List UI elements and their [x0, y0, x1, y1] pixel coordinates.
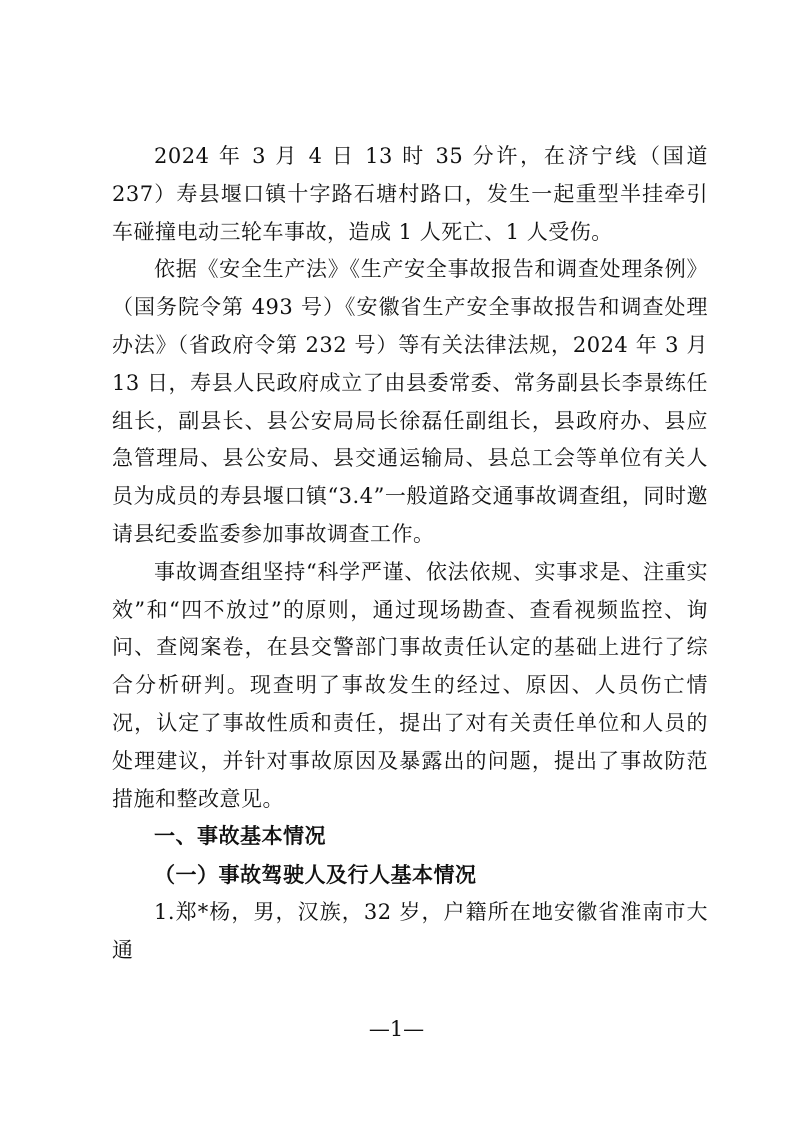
- subsection-heading-driver-info: （一）事故驾驶人及行人基本情况: [154, 862, 477, 888]
- section-heading-basic-info: 一、事故基本情况: [154, 824, 326, 849]
- document-body: [112, 138, 708, 970]
- page-number: —1—: [368, 1017, 425, 1041]
- list-item-driver-1: 1.郑*杨，男，汉族，32 岁，户籍所在地安徽省淮南市大通: [112, 899, 708, 962]
- paragraph-accident-summary: 2024 年 3 月 4 日 13 时 35 分许，在济宁线（国道 237）寿县堰口镇十字路石塘村路口，发生一起重型半挂牵引车碰撞电动三轮车事故，造成 1 人死亡、1 人受伤。: [112, 144, 708, 244]
- paragraph-investigation-principles: 事故调查组坚持“科学严谨、依法依规、实事求是、注重实效”和“四不放过”的原则，通过现场勘查、查看视频监控、询问、查阅案卷，在县交警部门事故责任认定的基础上进行了综合分析研判。现查明了事故发生的经过、原因、人员伤亡情况，认定了事故性质和责任，提出了对有关责任单位和人员的处理建议，并针对事故原因及暴露出的问题，提出了事故防范措施和整改意见。: [112, 559, 708, 811]
- paragraph-investigation-basis: 依据《安全生产法》《生产安全事故报告和调查处理条例》（国务院令第 493 号）《安徽省生产安全事故报告和调查处理办法》（省政府令第 232 号）等有关法律法规，2024 年 3 月 13 日，寿县人民政府成立了由县委常委、常务副县长李景练任组长，副县长、县公安局局长徐磊任副组长，县政府办、县应急管理局、县公安局、县交通运输局、县总工会等单位有关人员为成员的寿县堰口镇“3.4”一般道路交通事故调查组，同时邀请县纪委监委参加事故调查工作。: [112, 257, 708, 546]
